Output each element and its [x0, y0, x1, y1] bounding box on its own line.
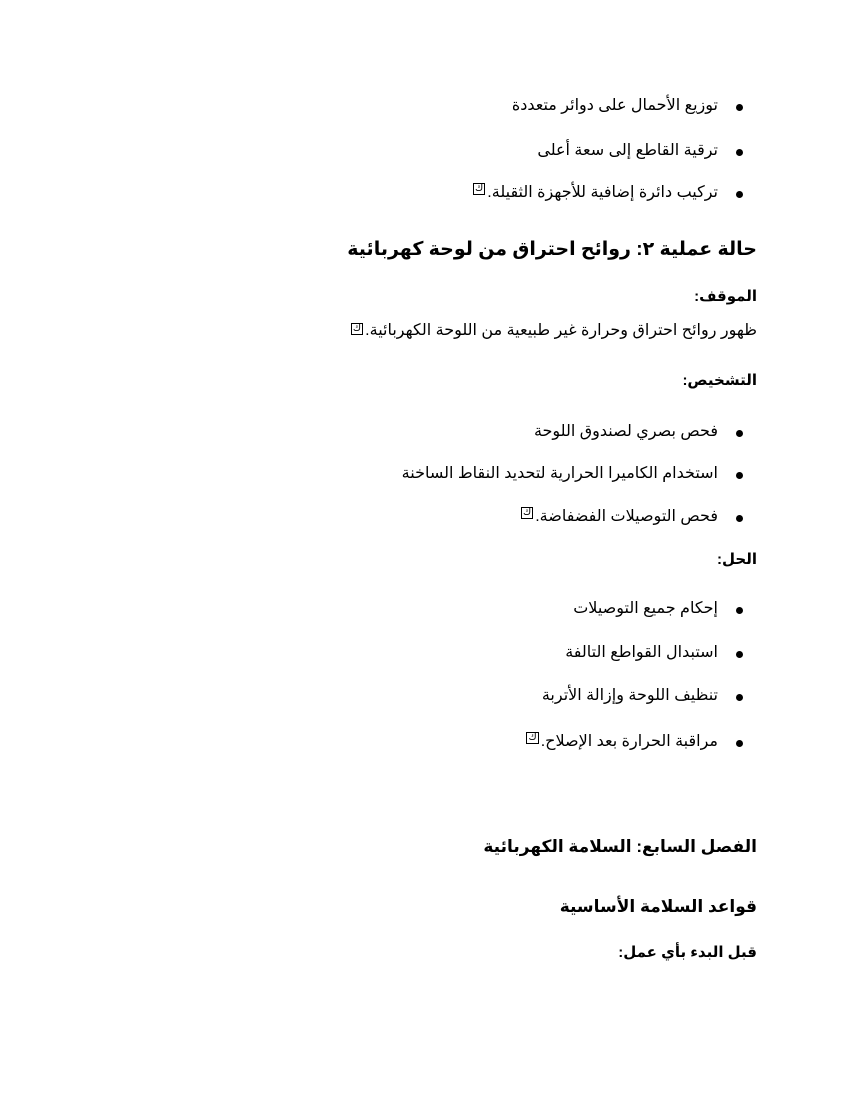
section-heading: قواعد السلامة الأساسية	[559, 897, 757, 916]
list-item	[526, 732, 743, 752]
list-item-text: تنظيف اللوحة وإزالة الأتربة	[541, 687, 718, 704]
bullet-icon	[736, 651, 743, 658]
bullet-icon	[736, 104, 743, 111]
list-item-text: فحص التوصيلات الفضفاضة.	[535, 508, 718, 525]
before-work-label: قبل البدء بأي عمل:	[618, 944, 757, 961]
situation-paragraph	[351, 321, 757, 341]
list-item	[542, 686, 743, 706]
list-item	[534, 422, 743, 442]
bullet-icon	[736, 472, 743, 479]
citation-marker[interactable]: ك	[522, 507, 532, 518]
list-item	[565, 643, 743, 663]
citation-marker[interactable]: ك	[352, 323, 362, 334]
list-item	[473, 183, 743, 203]
list-item-text: مراقبة الحرارة بعد الإصلاح.	[540, 733, 718, 750]
list-item	[521, 507, 743, 527]
situation-text: ظهور روائح احتراق وحرارة غير طبيعية من اللوحة الكهربائية.	[365, 322, 757, 339]
list-item-text: استبدال القواطع التالفة	[565, 644, 718, 661]
solution-label: الحل:	[717, 551, 757, 568]
list-item-text: إحكام جميع التوصيلات	[573, 600, 718, 617]
list-item-text: استخدام الكاميرا الحرارية لتحديد النقاط الساخنة	[401, 465, 718, 482]
list-item-text: توزيع الأحمال على دوائر متعددة	[511, 97, 718, 114]
list-item	[402, 464, 743, 484]
chapter-heading: الفصل السابع: السلامة الكهربائية	[483, 837, 757, 856]
list-item-text: ترقية القاطع إلى سعة أعلى	[537, 142, 718, 159]
bullet-icon	[736, 430, 743, 437]
bullet-icon	[736, 694, 743, 701]
situation-label: الموقف:	[694, 288, 757, 305]
bullet-icon	[736, 607, 743, 614]
bullet-icon	[736, 740, 743, 747]
citation-marker[interactable]: ك	[528, 732, 537, 743]
case-heading: حالة عملية ٢: روائح احتراق من لوحة كهربائية	[347, 239, 757, 260]
diagnosis-label: التشخيص:	[682, 372, 757, 389]
bullet-icon	[736, 149, 743, 156]
citation-marker[interactable]: ك	[475, 183, 484, 194]
bullet-icon	[736, 191, 743, 198]
list-item	[512, 96, 743, 116]
list-item-text: فحص بصري لصندوق اللوحة	[533, 423, 718, 440]
list-item-text: تركيب دائرة إضافية للأجهزة الثقيلة.	[487, 184, 718, 201]
bullet-icon	[736, 515, 743, 522]
list-item	[537, 141, 743, 161]
list-item	[573, 599, 743, 619]
